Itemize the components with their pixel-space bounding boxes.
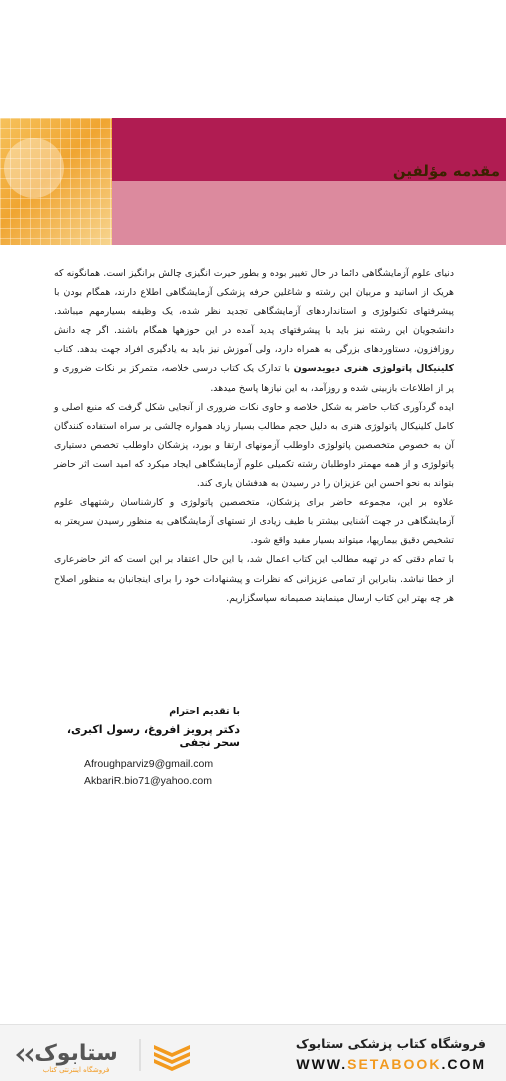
signature-block bbox=[60, 706, 240, 749]
logo-wordmark: ستابوک bbox=[34, 1041, 118, 1066]
email-link[interactable]: AkbariR.bio71@yahoo.com bbox=[84, 775, 212, 787]
preface-text bbox=[54, 264, 454, 608]
paragraph: ایده گردآوری کتاب حاضر به شکل خلاصه و حاوی نکات ضروری از آنجایی شکل گرفت که منبع اصلی و کامل کلینیکال پاتولوژی هنری به دلیل حجم مطالب بسیار زیاد همواره چالشی بر سراه استفاده کنندگان آن به خصوص متخصصین پاتولوژی داوطلب آزمونهای ارتقا و بورد، پزشکان داوطلب تخصص دستیاری پاتولوژی و از همه مهمتر داوطلبان رشته تکمیلی علوم آزمایشگاهی ایجاد میکرد که امید است اثر حاضر بتواند به نحو احسن این عزیزان را در رسیدن به هدفشان یاری کند. bbox=[54, 401, 454, 490]
paragraph: دنیای علوم آزمایشگاهی دائما در حال تغییر بوده و بطور حیرت انگیزی چالش برانگیز است. همانگونه که هریک از اساتید و مربیان این رشته و شاغلین حرفه پزشکی آزمایشگاهی اطلاع دارند، همگام بودن با پیشرفتهای تکنولوژی و استانداردهای آزمایشگاهی تجدید نظر شده، یک وظیفه بسیارمهم میباشد. دانشجویان این رشته نیز باید با پیشرفتهای پدید آمده در این حوزهها همگام باشند. اگر چه دانش روزافزون، دستاوردهای بزرگی به همراه دارد، ولی آموزش نیز باید به یادگیری افراد جهت بدهد. کتاب کلینیکال پاتولوژی هنری دیویدسون با تدارک یک کتاب درسی خلاصه، متمرکز بر نکات ضروری و پر از اطلاعات بازبینی شده و روزآمد، به این نیازها پاسخ میدهد. bbox=[54, 268, 454, 394]
chevron-icon bbox=[16, 1048, 33, 1062]
book-stack-icon bbox=[154, 1045, 190, 1071]
email-link[interactable]: Afroughparviz9@gmail.com bbox=[84, 758, 214, 770]
store-footer bbox=[0, 1024, 506, 1081]
setabook-logo[interactable] bbox=[14, 1035, 199, 1075]
chapter-header bbox=[0, 118, 506, 245]
book-title-bold: کلینیکال پاتولوژی هنری دیویدسون bbox=[293, 363, 454, 375]
header-band-bottom bbox=[112, 181, 506, 245]
signature-greeting: با تقدیم احترام bbox=[169, 706, 240, 717]
store-name: فروشگاه کتاب پزشکی ستابوک bbox=[295, 1036, 486, 1051]
logo-subtext: فروشگاه اینترنتی کتاب bbox=[42, 1066, 110, 1074]
header-ornament-tile bbox=[0, 118, 112, 245]
paragraph: با تمام دقتی که در تهیه مطالب این کتاب اعمال شد، با این حال اعتقاد بر این است که اثر حاضرعاری از خطا نباشد. بنابراین از تمامی عزیزانی که نظرات و پیشنهادات خود را برای اینجانبان به منظور اصلاح هر چه بهتر این کتاب ارسال مینمایند صمیمانه سپاسگزاریم. bbox=[54, 554, 454, 604]
author-emails bbox=[84, 756, 213, 790]
store-url[interactable]: WWW.SETABOOK.COM bbox=[296, 1056, 486, 1072]
paragraph: علاوه بر این، مجموعه حاضر برای پزشکان، متخصصین پاتولوژی و کارشناسان رشتههای علوم آزمایشگاهی در جهت آشنایی بیشتر با طیف زیادی از تستهای آزمایشگاهی به منظور رسیدن سریعتر به تشخیص دقیق بیماریها، میتواند بسیار مفید واقع شود. bbox=[54, 497, 454, 547]
page-title: مقدمه مؤلفین bbox=[392, 162, 500, 180]
author-names: دکتر پرویز افروغ، رسول اکبری، سحر نجفی bbox=[66, 723, 240, 749]
